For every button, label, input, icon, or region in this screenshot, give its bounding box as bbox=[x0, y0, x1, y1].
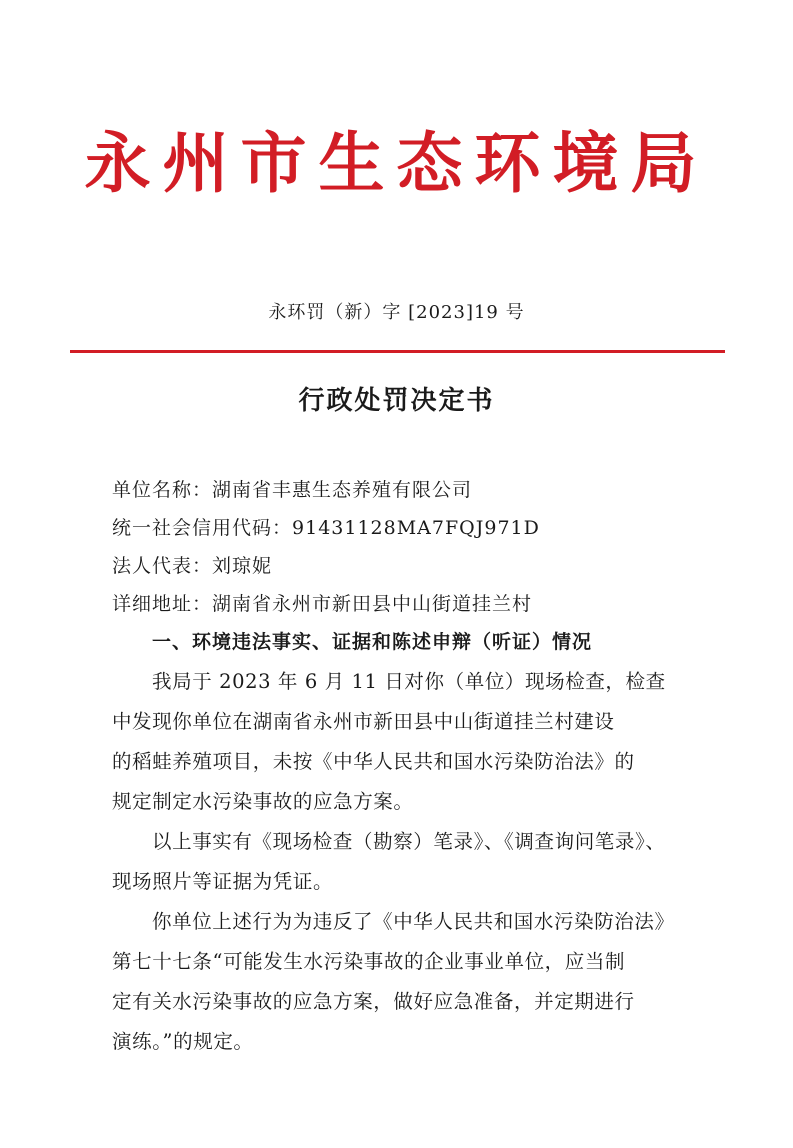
red-divider-line bbox=[70, 350, 725, 353]
body-text-line: 你单位上述行为为违反了《中华人民共和国水污染防治法》 bbox=[152, 910, 675, 933]
body-text-line: 的稻蛙养殖项目，未按《中华人民共和国水污染防治法》的 bbox=[112, 750, 635, 773]
field-value: 91431128MA7FQJ971D bbox=[292, 517, 540, 539]
field-label: 法人代表： bbox=[112, 555, 213, 577]
body-text-line: 第七十七条“可能发生水污染事故的企业事业单位，应当制 bbox=[112, 950, 626, 973]
body-text-line: 演练。”的规定。 bbox=[112, 1030, 254, 1053]
section-heading: 一、环境违法事实、证据和陈述申辩（听证）情况 bbox=[152, 631, 593, 653]
field-value: 刘琼妮 bbox=[212, 555, 273, 577]
field-company-name bbox=[112, 476, 472, 504]
field-label: 单位名称： bbox=[112, 479, 213, 501]
body-text-line: 以上事实有《现场检查（勘察）笔录》、《调查询问笔录》、 bbox=[152, 830, 666, 853]
field-value: 湖南省永州市新田县中山街道挂兰村 bbox=[212, 593, 533, 615]
body-text-line: 现场照片等证据为凭证。 bbox=[112, 870, 334, 893]
body-text-line: 定有关水污染事故的应急方案，做好应急准备，并定期进行 bbox=[112, 990, 635, 1013]
body-text-line: 中发现你单位在湖南省永州市新田县中山街道挂兰村建设 bbox=[112, 710, 615, 733]
body-text-line: 规定制定水污染事故的应急方案。 bbox=[112, 790, 414, 813]
body-text-line: 我局于 2023 年 6 月 11 日对你（单位）现场检查，检查 bbox=[152, 670, 666, 693]
issuing-authority-title: 永州市生态环境局 bbox=[84, 124, 709, 202]
document-title: 行政处罚决定书 bbox=[298, 386, 495, 416]
document-number: 永环罚（新）字 [2023]19 号 bbox=[268, 302, 525, 323]
field-label: 详细地址： bbox=[112, 593, 213, 615]
field-credit-code bbox=[112, 514, 540, 542]
field-label: 统一社会信用代码： bbox=[112, 517, 293, 539]
field-legal-representative bbox=[112, 552, 272, 580]
field-address bbox=[112, 590, 532, 618]
field-value: 湖南省丰惠生态养殖有限公司 bbox=[212, 479, 473, 501]
